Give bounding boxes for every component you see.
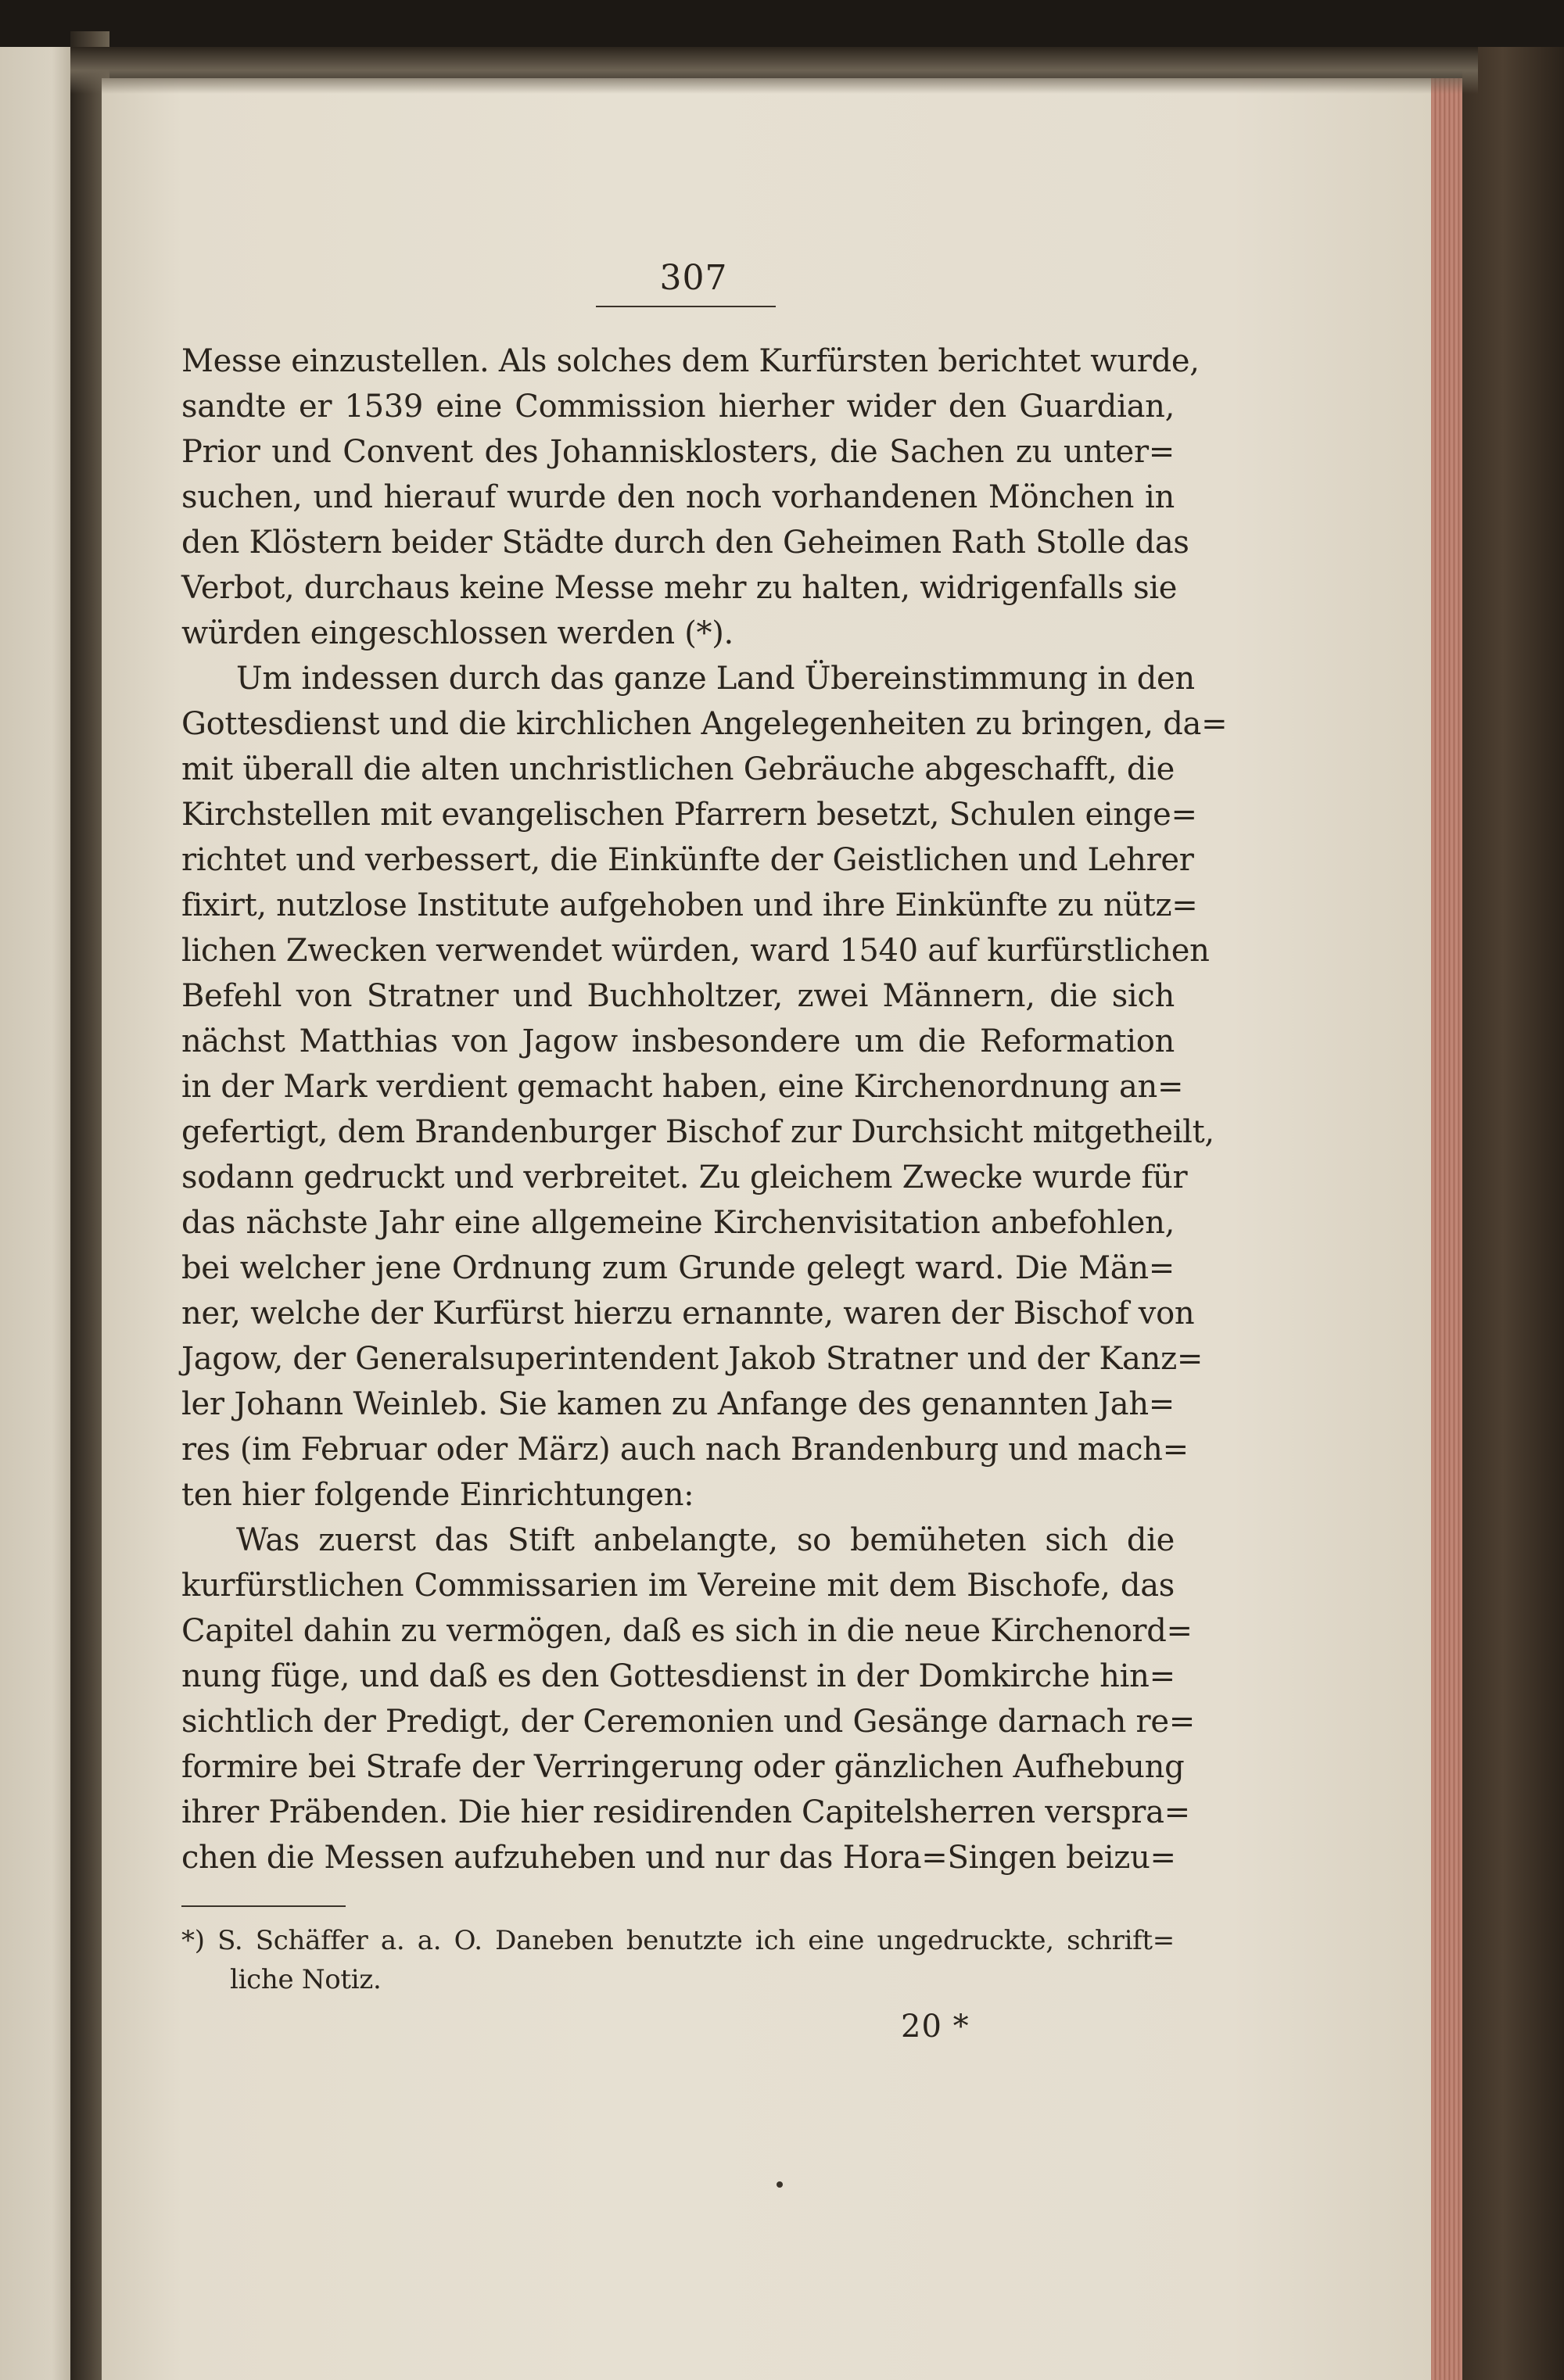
header-rule <box>596 306 776 307</box>
text-line: ler Johann Weinleb. Sie kamen zu Anfange des genannten Jah= <box>181 1386 1175 1422</box>
text-line: richtet und verbessert, die Einkünfte der Geistlichen und Lehrer <box>181 842 1194 878</box>
text-line: kurfürstlichen Commissarien im Vereine mit dem Bischofe, das <box>181 1568 1175 1604</box>
text-line: Gottesdienst und die kirchlichen Angelegenheiten zu bringen, da= <box>181 706 1228 742</box>
text-line: formire bei Strafe der Verringerung oder gänzlichen Aufhebung <box>181 1749 1185 1785</box>
text-line: bei welcher jene Ordnung zum Grunde gelegt ward. Die Män= <box>181 1250 1175 1286</box>
top-shadow <box>70 47 1478 94</box>
text-line: sichtlich der Predigt, der Ceremonien und Gesänge darnach re= <box>181 1704 1195 1740</box>
text-line: den Klöstern beider Städte durch den Geheimen Rath Stolle das <box>181 525 1189 561</box>
text-line: würden eingeschlossen werden (*). <box>181 615 734 651</box>
text-line: nächst Matthias von Jagow insbesondere um die Reformation <box>181 1023 1175 1059</box>
text-line: Jagow, der Generalsuperintendent Jakob Stratner und der Kanz= <box>181 1341 1203 1377</box>
footnote-line: liche Notiz. <box>230 1964 382 1995</box>
page-speck <box>777 2181 783 2188</box>
text-line: Was zuerst das Stift anbelangte, so bemüheten sich die <box>236 1522 1175 1558</box>
page-number: 307 <box>659 258 728 298</box>
signature-mark: 20 * <box>901 2009 970 2045</box>
text-line: sodann gedruckt und verbreitet. Zu gleichem Zwecke wurde für <box>181 1160 1188 1195</box>
book-cover-edge <box>1462 47 1564 2380</box>
text-line: in der Mark verdient gemacht haben, eine Kirchenordnung an= <box>181 1069 1184 1105</box>
text-line: res (im Februar oder März) auch nach Brandenburg und mach= <box>181 1432 1189 1468</box>
text-line: ner, welche der Kurfürst hierzu ernannte, waren der Bischof von <box>181 1296 1195 1332</box>
text-line: Prior und Convent des Johannisklosters, die Sachen zu unter= <box>181 434 1175 470</box>
text-line: Messe einzustellen. Als solches dem Kurfürsten berichtet wurde, <box>181 343 1200 379</box>
text-line: Um indessen durch das ganze Land Übereinstimmung in den <box>236 661 1195 697</box>
text-line: nung füge, und daß es den Gottesdienst in der Domkirche hin= <box>181 1658 1175 1694</box>
page-edge-red <box>1431 78 1462 2380</box>
text-line: sandte er 1539 eine Commission hierher wider den Guardian, <box>181 389 1175 425</box>
text-line: ihrer Präbenden. Die hier residirenden Capitelsherren verspra= <box>181 1794 1190 1830</box>
text-line: lichen Zwecken verwendet würden, ward 1540 auf kurfürstlichen <box>181 933 1210 969</box>
page-content <box>181 258 1228 2045</box>
text-line: Verbot, durchaus keine Messe mehr zu halten, widrigenfalls sie <box>181 570 1178 606</box>
text-line: gefertigt, dem Brandenburger Bischof zur Durchsicht mitgetheilt, <box>181 1114 1214 1150</box>
text-line: Capitel dahin zu vermögen, daß es sich in die neue Kirchenord= <box>181 1613 1193 1649</box>
text-line: das nächste Jahr eine allgemeine Kirchenvisitation anbefohlen, <box>181 1205 1175 1241</box>
text-line: chen die Messen aufzuheben und nur das Hora=Singen beizu= <box>181 1840 1176 1876</box>
body-text <box>181 339 1228 1880</box>
text-line: mit überall die alten unchristlichen Gebräuche abgeschafft, die <box>181 751 1175 787</box>
footnote-rule <box>181 1905 346 1907</box>
text-line: Befehl von Stratner und Buchholtzer, zwei Männern, die sich <box>181 978 1175 1014</box>
left-page-edge <box>0 47 74 2380</box>
text-line: suchen, und hierauf wurde den noch vorhandenen Mönchen in <box>181 479 1175 515</box>
text-line: fixirt, nutzlose Institute aufgehoben und ihre Einkünfte zu nütz= <box>181 887 1198 923</box>
text-line: Kirchstellen mit evangelischen Pfarrern besetzt, Schulen einge= <box>181 797 1197 833</box>
text-line: ten hier folgende Einrichtungen: <box>181 1477 694 1513</box>
footnote-line: *) S. Schäffer a. a. O. Daneben benutzte ich eine ungedruckte, schrift= <box>181 1925 1175 1956</box>
